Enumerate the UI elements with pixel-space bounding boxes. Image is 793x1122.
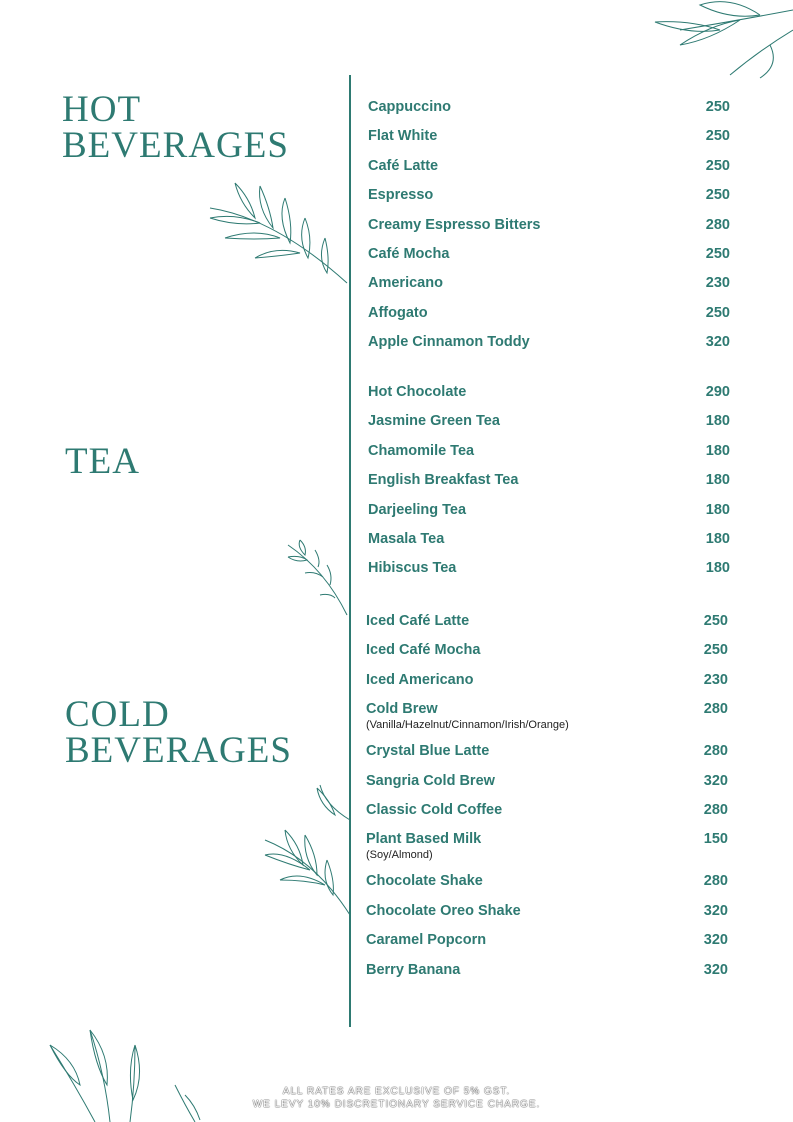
tea-list	[368, 383, 730, 589]
menu-item	[368, 333, 730, 362]
item-name-text: Chocolate Oreo Shake	[366, 902, 521, 919]
menu-item-price: 230	[705, 275, 730, 292]
menu-item-name	[368, 333, 530, 351]
menu-item-options: (Soy/Almond)	[366, 849, 433, 862]
menu-item-name	[366, 772, 495, 790]
item-name-text: Chamomile Tea	[368, 442, 475, 459]
item-name-text: Café Mocha	[368, 245, 450, 262]
footer-note	[0, 1085, 793, 1111]
item-name-text: Berry Banana	[366, 961, 461, 978]
menu-item	[366, 801, 728, 830]
item-name-text: Darjeeling Tea	[368, 501, 467, 518]
menu-item-price: 280	[703, 701, 728, 718]
item-name-text: Flat White	[368, 128, 438, 145]
menu-item-name	[368, 304, 428, 322]
menu-item-name	[368, 216, 540, 234]
title-line: BEVERAGES	[62, 125, 289, 166]
menu-item-name	[366, 801, 502, 819]
menu-item	[368, 501, 730, 530]
menu-item-price: 280	[703, 801, 728, 818]
item-name-text: Cappuccino	[368, 99, 451, 115]
menu-item	[368, 98, 730, 127]
menu-item	[368, 559, 730, 588]
menu-item-price: 250	[705, 187, 730, 204]
menu-item-price: 290	[705, 384, 730, 400]
menu-item-name	[368, 274, 443, 292]
menu-item	[368, 216, 730, 245]
menu-item-name	[368, 501, 466, 519]
item-name-text: Iced Americano	[366, 671, 474, 688]
menu-item	[368, 412, 730, 441]
footer-service-charge-note: WE LEVY 10% DISCRETIONARY SERVICE CHARGE.	[252, 1099, 541, 1110]
menu-item-price: 180	[705, 560, 730, 577]
item-name-text: Sangria Cold Brew	[366, 772, 495, 789]
menu-item	[366, 902, 728, 931]
menu-item-price: 250	[703, 642, 728, 659]
item-name-text: Espresso	[368, 187, 434, 204]
title-line: TEA	[65, 441, 140, 482]
menu-item-price: 250	[705, 128, 730, 145]
menu-item-price: 320	[703, 932, 728, 949]
menu-item-price: 180	[705, 472, 730, 489]
menu-item-name	[368, 127, 437, 145]
menu-item	[366, 671, 728, 700]
menu-item-name	[366, 671, 473, 689]
item-name-text: Jasmine Green Tea	[368, 413, 500, 430]
leaf-decoration-hot-icon	[205, 178, 350, 288]
menu-item	[366, 742, 728, 771]
menu-item	[368, 157, 730, 186]
cold-beverages-title	[65, 694, 292, 771]
menu-item-price: 320	[703, 902, 728, 919]
menu-item	[366, 872, 728, 901]
menu-item-name	[368, 559, 456, 577]
menu-item-name	[368, 383, 466, 401]
menu-item	[368, 245, 730, 274]
menu-item-price: 250	[705, 157, 730, 174]
footer-gst-note: ALL RATES ARE EXCLUSIVE OF 5% GST.	[282, 1086, 511, 1097]
item-name-text: Creamy Espresso Bitters	[368, 216, 541, 233]
menu-item-price: 180	[705, 442, 730, 459]
menu-item-name	[366, 700, 569, 732]
tea-title	[65, 441, 140, 482]
menu-item-price: 250	[703, 613, 728, 629]
menu-item-price: 230	[703, 671, 728, 688]
menu-item-price: 150	[703, 831, 728, 848]
menu-item	[368, 530, 730, 559]
item-name-text: Café Latte	[368, 157, 439, 174]
menu-item-price: 280	[703, 873, 728, 890]
menu-item	[366, 830, 728, 872]
leaf-decoration-tea-icon	[285, 535, 350, 620]
item-name-text: Caramel Popcorn	[366, 932, 487, 949]
menu-item	[368, 442, 730, 471]
menu-item-price: 180	[705, 530, 730, 547]
menu-item-name	[368, 442, 474, 460]
menu-item-name	[368, 186, 433, 204]
menu-item-price: 250	[705, 99, 730, 115]
hot-beverages-title	[62, 89, 289, 166]
menu-item	[366, 641, 728, 670]
menu-item-price: 320	[705, 334, 730, 351]
menu-item-name	[366, 902, 521, 920]
menu-item-price: 180	[705, 413, 730, 430]
menu-item-name	[366, 931, 486, 949]
menu-item-price: 280	[703, 743, 728, 760]
menu-item-name	[366, 612, 469, 630]
item-name-text: Hibiscus Tea	[368, 560, 457, 577]
menu-item	[368, 274, 730, 303]
menu-item	[368, 127, 730, 156]
item-name-text: Hot Chocolate	[368, 384, 467, 400]
menu-item-price: 250	[705, 245, 730, 262]
item-name-text: Iced Café Latte	[366, 613, 470, 629]
menu-item-name	[368, 245, 449, 263]
menu-item-price: 250	[705, 304, 730, 321]
item-name-text: Americano	[368, 275, 443, 292]
cold-beverages-list	[366, 612, 728, 990]
menu-item-price: 320	[703, 772, 728, 789]
menu-item-name	[368, 471, 518, 489]
menu-item-name	[368, 157, 438, 175]
menu-item-price: 280	[705, 216, 730, 233]
menu-item	[366, 961, 728, 990]
item-name-text: Chocolate Shake	[366, 873, 483, 890]
menu-item-name	[368, 530, 444, 548]
menu-item-name	[366, 961, 460, 979]
menu-item-name	[366, 872, 483, 890]
menu-item-name	[366, 830, 481, 862]
menu-item	[366, 931, 728, 960]
item-name-text: Classic Cold Coffee	[366, 801, 503, 818]
menu-item	[368, 186, 730, 215]
title-line: BEVERAGES	[65, 730, 292, 771]
menu-item	[366, 700, 728, 742]
item-name-text: Affogato	[368, 304, 428, 321]
title-line: HOT	[62, 89, 142, 130]
item-name-text: Masala Tea	[368, 530, 445, 547]
menu-item-options: (Vanilla/Hazelnut/Cinnamon/Irish/Orange)	[366, 719, 569, 732]
menu-item-name	[366, 641, 480, 659]
menu-item	[368, 304, 730, 333]
leaf-decoration-top-right-icon	[640, 0, 793, 80]
menu-item	[368, 471, 730, 500]
item-name-text: Iced Café Mocha	[366, 642, 481, 659]
item-name-text: Plant Based Milk	[366, 831, 482, 848]
menu-item	[368, 383, 730, 412]
menu-item-name	[366, 742, 489, 760]
item-name-text: Cold Brew	[366, 701, 438, 718]
item-name-text: Apple Cinnamon Toddy	[368, 334, 530, 351]
leaf-decoration-cold-icon	[255, 780, 352, 920]
menu-item	[366, 612, 728, 641]
menu-item-price: 180	[705, 501, 730, 518]
menu-item	[366, 772, 728, 801]
item-name-text: English Breakfast Tea	[368, 472, 519, 489]
menu-item-price: 320	[703, 961, 728, 978]
item-name-text: Crystal Blue Latte	[366, 743, 490, 760]
hot-beverages-list	[368, 98, 730, 363]
menu-item-name	[368, 412, 500, 430]
title-line: COLD	[65, 694, 170, 735]
menu-item-name	[368, 98, 451, 116]
